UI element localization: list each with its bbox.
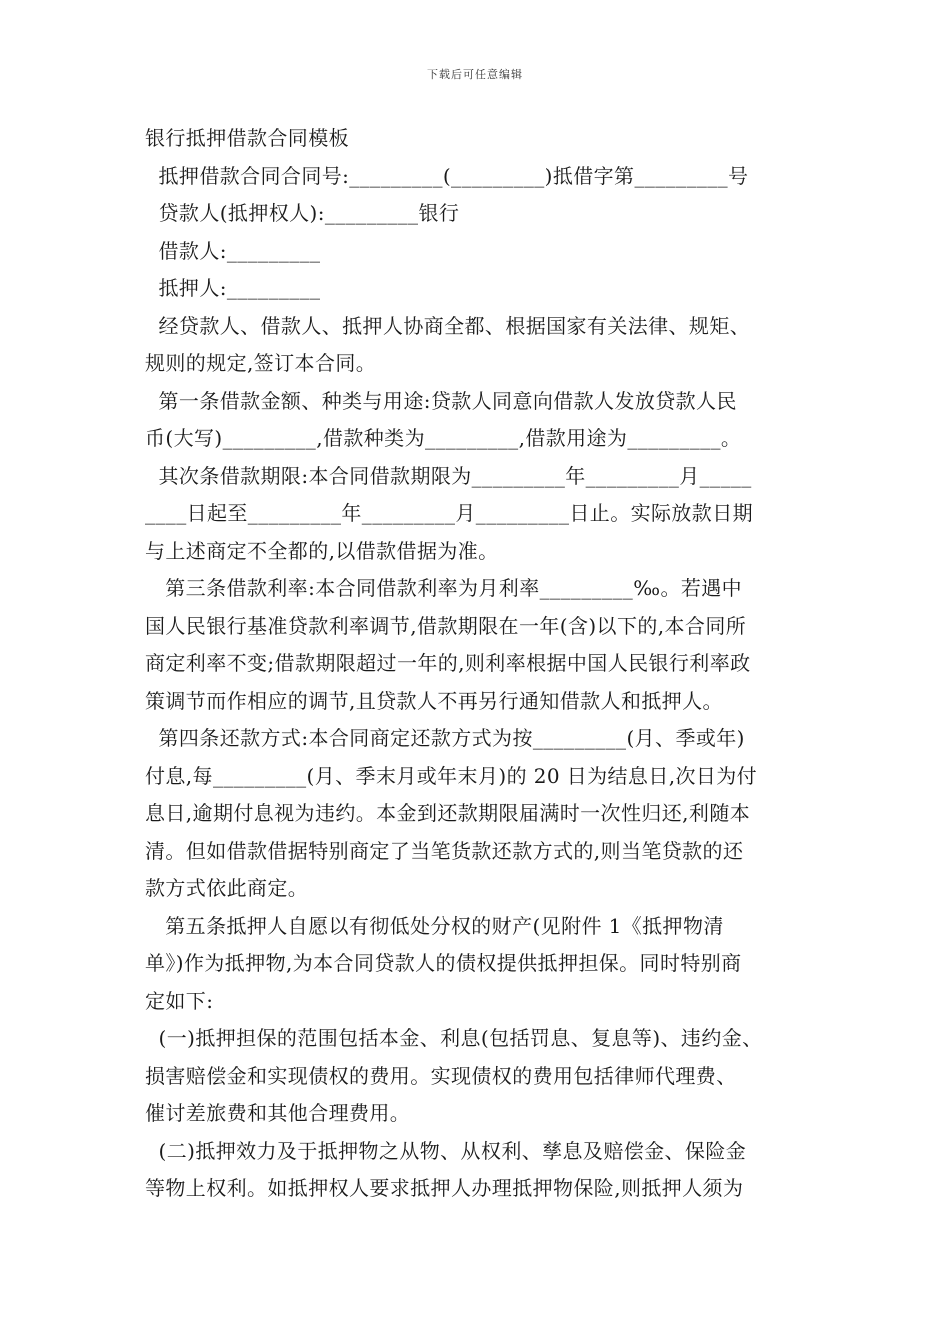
preamble-line-1: 经贷款人、借款人、抵押人协商全都、根据国家有关法律、规矩、 <box>145 313 751 338</box>
clause-2-line-1: (二)抵押效力及于抵押物之从物、从权利、孳息及赔偿金、保险金 <box>145 1138 747 1163</box>
article-4-line-3: 息日,逾期付息视为违约。本金到还款期限届满时一次性归还,利随本 <box>145 801 751 825</box>
clause-1-line-3: 催讨差旅费和其他合理费用。 <box>145 1101 411 1125</box>
article-1-line-2: 币(大写)_________,借款种类为_________,借款用途为_________。 <box>145 426 742 450</box>
document-title: 银行抵押借款合同模板 <box>145 126 349 150</box>
lender-line: 贷款人(抵押权人):_________银行 <box>145 201 460 225</box>
clause-2-line-2: 等物上权利。如抵押权人要求抵押人办理抵押物保险,则抵押人须为 <box>145 1176 744 1200</box>
article-3-line-4: 策调节而作相应的调节,且贷款人不再另行通知借款人和抵押人。 <box>145 688 723 713</box>
clause-1-line-2: 损害赔偿金和实现债权的费用。实现债权的费用包括律师代理费、 <box>145 1063 737 1088</box>
contract-number-line: 抵押借款合同合同号:_________(_________)抵借字第_________号 <box>145 163 749 188</box>
header-note: 下载后可任意编辑 <box>427 68 523 81</box>
article-4-line-5: 款方式依此商定。 <box>145 876 309 900</box>
article-3-line-2: 国人民银行基准贷款利率调节,借款期限在一年(含)以下的,本合同所 <box>145 613 747 638</box>
clause-1-line-1: (一)抵押担保的范围包括本金、利息(包括罚息、复息等)、违约金、 <box>145 1026 763 1050</box>
article-5-line-1: 第五条抵押人自愿以有彻低处分权的财产(见附件 1《抵押物清 <box>145 913 724 938</box>
article-2-line-2: ____日起至_________年_________月_________日止。实际放款日期 <box>145 501 753 525</box>
borrower-line: 借款人:_________ <box>145 238 321 263</box>
article-2-line-1: 其次条借款期限:本合同借款期限为_________年_________月_____ <box>145 463 752 488</box>
preamble-line-2: 规则的规定,签订本合同。 <box>145 351 377 375</box>
article-3-line-3: 商定利率不变;借款期限超过一年的,则利率根据中国人民银行利率政 <box>145 651 751 675</box>
article-3-line-1: 第三条借款利率:本合同借款利率为月利率_________‰。若遇中 <box>145 576 743 600</box>
article-4-line-2: 付息,每_________(月、季末月或年末月)的 20 日为结息日,次日为付 <box>145 763 758 788</box>
contract-body <box>145 120 825 1208</box>
article-4-line-1: 第四条还款方式:本合同商定还款方式为按_________(月、季或年) <box>145 726 745 750</box>
article-4-line-4: 清。但如借款借据特别商定了当笔货款还款方式的,则当笔贷款的还 <box>145 838 744 863</box>
mortgagor-line: 抵押人:_________ <box>145 276 321 300</box>
article-2-line-3: 与上述商定不全都的,以借款借据为准。 <box>145 538 499 563</box>
article-5-line-2: 单》)作为抵押物,为本合同贷款人的债权提供抵押担保。同时特别商 <box>145 951 742 975</box>
article-1-line-1: 第一条借款金额、种类与用途:贷款人同意向借款人发放贷款人民 <box>145 388 737 413</box>
article-5-line-3: 定如下: <box>145 988 214 1013</box>
